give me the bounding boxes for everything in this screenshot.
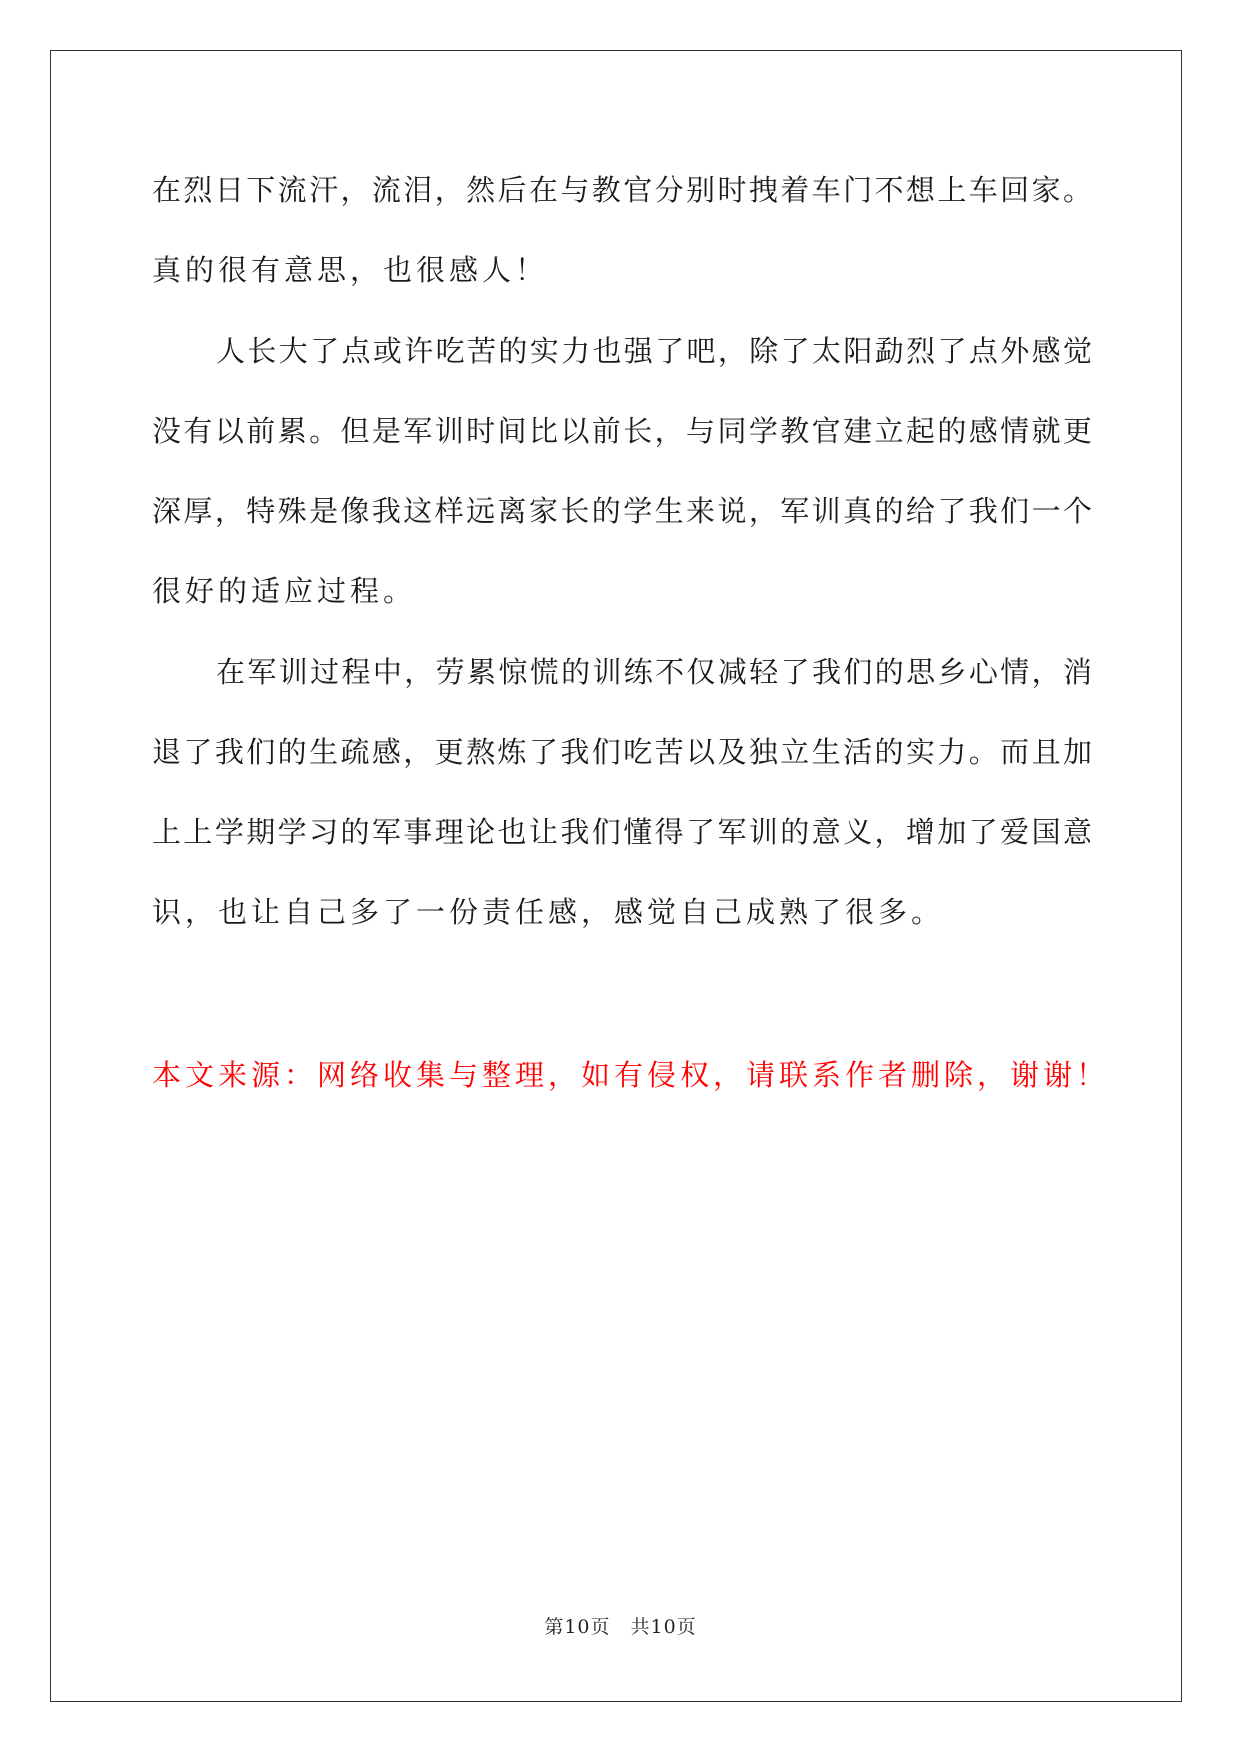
paragraph-2-line-1: 人长大了点或许吃苦的实力也强了吧，除了太阳勐烈了点外感觉: [216, 334, 1092, 368]
paragraph-3-line-3: 上上学期学习的军事理论也让我们懂得了军训的意义，增加了爱国意: [152, 815, 1092, 849]
paragraph-3-line-1: 在军训过程中，劳累惊慌的训练不仅减轻了我们的思乡心情，消: [216, 655, 1092, 689]
paragraph-2-line-3: 深厚，特殊是像我这样远离家长的学生来说，军训真的给了我们一个: [152, 494, 1092, 528]
paragraph-2-line-2: 没有以前累。但是军训时间比以前长，与同学教官建立起的感情就更: [152, 414, 1092, 448]
paragraph-3-line-4: 识，也让自己多了一份责任感，感觉自己成熟了很多。: [152, 895, 945, 929]
paragraph-3-line-2: 退了我们的生疏感，更熬炼了我们吃苦以及独立生活的实力。而且加: [152, 735, 1092, 769]
paragraph-1-line-2: 真的很有意思，也很感人！: [152, 253, 549, 287]
paragraph-1-line-1: 在烈日下流汗，流泪，然后在与教官分别时拽着车门不想上车回家。: [152, 173, 1092, 207]
paragraph-2-line-4: 很好的适应过程。: [152, 574, 417, 608]
page-number-footer: 第10页 共10页: [544, 1616, 697, 1638]
source-notice: 本文来源：网络收集与整理，如有侵权，请联系作者删除，谢谢！: [152, 1058, 1110, 1092]
page-frame: [50, 50, 1182, 1702]
